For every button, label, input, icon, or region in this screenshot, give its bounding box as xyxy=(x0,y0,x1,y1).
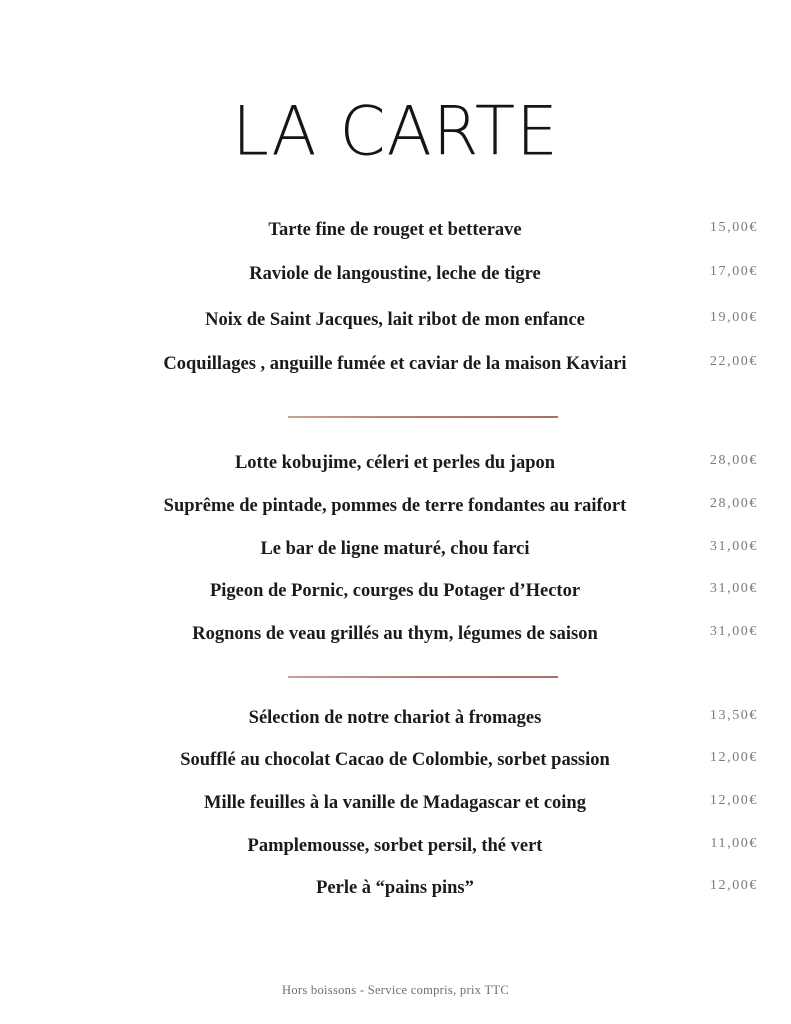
dish-price: 11,00€ xyxy=(710,836,758,851)
menu-item xyxy=(0,873,791,903)
menu-item xyxy=(0,576,791,606)
dish-name: Coquillages , anguille fumée et caviar de la maison Kaviari xyxy=(163,354,627,374)
dish-price: 13,50€ xyxy=(709,708,758,723)
menu-item xyxy=(0,619,791,649)
dish-price: 31,00€ xyxy=(709,581,758,596)
dish-price: 19,00€ xyxy=(709,310,758,325)
dish-price: 12,00€ xyxy=(709,793,758,808)
menu-item xyxy=(0,534,791,564)
menu-item xyxy=(0,259,791,289)
menu-item xyxy=(0,831,791,861)
dish-name: Le bar de ligne maturé, chou farci xyxy=(260,539,530,559)
dish-price: 28,00€ xyxy=(709,453,758,468)
dish-name: Suprême de pintade, pommes de terre fondantes au raifort xyxy=(163,496,627,516)
dish-name: Noix de Saint Jacques, lait ribot de mon enfance xyxy=(205,310,585,330)
menu-item xyxy=(0,349,791,379)
section-divider xyxy=(288,676,558,678)
menu-item xyxy=(0,215,791,245)
dish-name: Sélection de notre chariot à fromages xyxy=(248,708,542,728)
section-divider xyxy=(288,416,558,418)
dish-price: 17,00€ xyxy=(709,264,758,279)
dish-price: 28,00€ xyxy=(709,496,758,511)
dish-name: Tarte fine de rouget et betterave xyxy=(268,220,522,240)
dish-price: 12,00€ xyxy=(709,878,758,893)
dish-name: Perle à “pains pins” xyxy=(316,878,474,898)
dish-name: Soufflé au chocolat Cacao de Colombie, sorbet passion xyxy=(180,750,610,770)
page-title: LA CARTE xyxy=(232,92,559,171)
footer-note: Hors boissons - Service compris, prix TTC xyxy=(282,983,509,997)
menu-item xyxy=(0,703,791,733)
dish-name: Pigeon de Pornic, courges du Potager d’Hector xyxy=(209,581,581,601)
dish-price: 15,00€ xyxy=(709,220,758,235)
dish-name: Pamplemousse, sorbet persil, thé vert xyxy=(247,836,543,856)
menu-item xyxy=(0,491,791,521)
dish-name: Mille feuilles à la vanille de Madagascar et coing xyxy=(204,793,586,813)
dish-price: 31,00€ xyxy=(709,624,758,639)
dish-name: Raviole de langoustine, leche de tigre xyxy=(249,264,541,284)
menu-item xyxy=(0,788,791,818)
dish-price: 22,00€ xyxy=(709,354,758,369)
dish-name: Lotte kobujime, céleri et perles du japon xyxy=(234,453,556,473)
dish-name: Rognons de veau grillés au thym, légumes de saison xyxy=(192,624,598,644)
menu-item xyxy=(0,448,791,478)
menu-item xyxy=(0,745,791,775)
menu-item xyxy=(0,305,791,335)
dish-price: 12,00€ xyxy=(709,750,758,765)
dish-price: 31,00€ xyxy=(709,539,758,554)
